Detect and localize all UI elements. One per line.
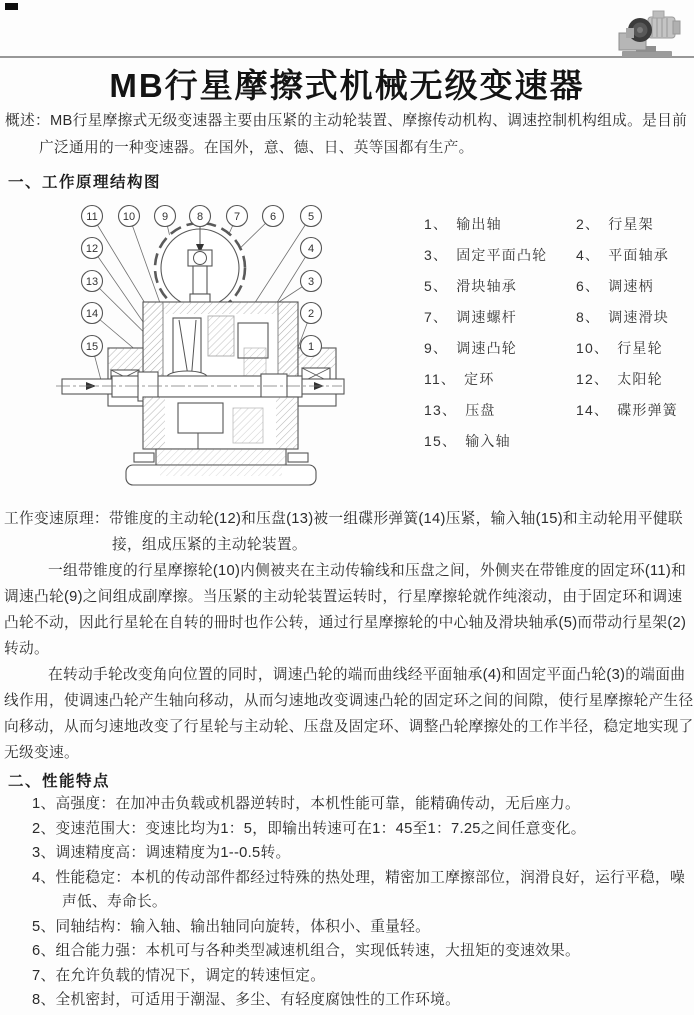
part-name: 压盘 xyxy=(465,402,496,418)
feature-item: 2、变速范围大：变速比均为1：5，即输出转速可在1：45至1：7.25之间任意变化。 xyxy=(32,820,586,837)
part-item xyxy=(576,245,694,276)
svg-text:11: 11 xyxy=(86,210,98,223)
features-list xyxy=(8,792,688,1013)
part-number: 9、 xyxy=(424,340,449,356)
svg-text:1: 1 xyxy=(307,340,315,353)
principle-paragraph-3: 在转动手轮改变角向位置的同时，调速凸轮的端而曲线经平面轴承(4)和固定平面凸轮(3)的端面曲线作用，使调速凸轮产生轴向移动，从而匀速地改变调速凸轮的固定环之间的间隙，使行星摩擦轮产生径向移动，从而匀速地改变了行星轮与主动轮、压盘及固定环、调整凸轮摩擦处的工作半径，稳定地实现了无级变速。 xyxy=(4,667,694,761)
part-name: 太阳轮 xyxy=(617,371,663,387)
part-number: 8、 xyxy=(576,309,601,325)
part-item xyxy=(424,307,576,338)
overview-label: 概述： xyxy=(5,113,50,129)
part-name: 定环 xyxy=(464,371,495,387)
svg-text:5: 5 xyxy=(307,210,315,223)
parts-list xyxy=(424,214,694,462)
part-name: 输出轴 xyxy=(456,216,502,232)
part-number: 3、 xyxy=(424,247,449,263)
feature-item: 7、在允许负载的情况下，调定的转速恒定。 xyxy=(32,967,326,984)
part-name: 输入轴 xyxy=(465,433,511,449)
principle-paragraph-2: 一组带锥度的行星摩擦轮(10)内侧被夹在主动传输线和压盘之间，外侧夹在带锥度的固定环(11)和调速凸轮(9)之间组成副摩擦。当压紧的主动轮装置运转时，行星摩擦轮就作纯滚动，由于固定环和调速凸轮不动，因此行星轮在自转的冊时也作公转，通过行星摩擦轮的中心轴及滑块轴承(5)而带动行星架(2)转动。 xyxy=(4,563,687,657)
part-item xyxy=(424,400,576,431)
callout-14 xyxy=(82,303,103,324)
part-name: 固定平面凸轮 xyxy=(456,247,548,263)
callout-4 xyxy=(301,238,322,259)
part-number: 15、 xyxy=(424,433,458,449)
callout-12 xyxy=(82,238,103,259)
part-number: 4、 xyxy=(576,247,601,263)
part-name: 滑块轴承 xyxy=(456,278,517,294)
feature-item: 5、同轴结构：输入轴、输出轴同向旋转，体积小、重量轻。 xyxy=(32,918,431,935)
part-number: 14、 xyxy=(576,402,610,418)
part-item xyxy=(576,214,694,245)
part-number: 7、 xyxy=(424,309,449,325)
part-number: 6、 xyxy=(576,278,601,294)
feature-item: 8、全机密封，可适用于潮湿、多尘、有轻度腐蚀性的工作环境。 xyxy=(32,992,461,1008)
callout-9 xyxy=(155,206,176,227)
lower-housing xyxy=(126,397,316,485)
part-number: 13、 xyxy=(424,402,458,418)
svg-text:8: 8 xyxy=(196,210,204,223)
part-name: 碟形弹簧 xyxy=(617,402,678,418)
part-name: 调速柄 xyxy=(608,278,654,294)
callout-5 xyxy=(301,206,322,227)
part-name: 行星轮 xyxy=(617,340,663,356)
callout-11 xyxy=(82,206,103,227)
feature-item: 6、组合能力强：本机可与各种类型减速机组合，实现低转速，大扭矩的变速效果。 xyxy=(32,943,581,959)
callout-3 xyxy=(301,271,322,292)
part-number: 2、 xyxy=(576,216,601,232)
page-title: MB行星摩擦式机械无级变速器 xyxy=(109,67,585,104)
callout-1 xyxy=(301,336,322,357)
overview-text: MB行星摩擦式无级变速器主要由压紧的主动轮装置、摩擦传动机构、调速控制机构组成。是目前广泛通用的一种变速器。在国外，意、德、日、英等国都有生产。 xyxy=(39,113,688,156)
part-number: 1、 xyxy=(424,216,449,232)
part-item xyxy=(424,245,576,276)
svg-text:12: 12 xyxy=(85,242,99,255)
part-item xyxy=(424,214,576,245)
svg-text:15: 15 xyxy=(85,340,99,353)
part-name: 调速凸轮 xyxy=(456,340,517,356)
product-photo-icon xyxy=(606,8,688,62)
feature-item: 1、高强度：在加冲击负载或机器逆转时，本机性能可靠，能精确传动，无后座力。 xyxy=(32,796,581,812)
structure-diagram xyxy=(48,198,348,498)
svg-text:13: 13 xyxy=(85,275,99,288)
part-name: 平面轴承 xyxy=(608,247,669,263)
svg-text:10: 10 xyxy=(122,210,136,223)
svg-text:6: 6 xyxy=(269,210,277,223)
svg-text:7: 7 xyxy=(233,210,241,223)
callout-13 xyxy=(82,271,103,292)
svg-text:14: 14 xyxy=(85,307,99,320)
principle-label: 工作变速原理： xyxy=(4,511,109,527)
callout-10 xyxy=(119,206,140,227)
part-item xyxy=(576,369,694,400)
part-item xyxy=(576,400,694,431)
part-item xyxy=(424,276,576,307)
part-number: 10、 xyxy=(576,340,610,356)
part-item xyxy=(576,276,694,307)
feature-item: 4、性能稳定：本机的传动部件都经过特殊的热处理，精密加工摩擦部位，润滑良好，运行平稳，噪声低、寿命长。 xyxy=(32,869,685,910)
svg-text:9: 9 xyxy=(161,210,169,223)
callout-6 xyxy=(263,206,284,227)
part-item xyxy=(424,338,576,369)
part-name: 调速螺杆 xyxy=(456,309,517,325)
principle-paragraph-1: 工作变速原理：带锥度的主动轮(12)和压盘(13)被一组碟形弹簧(14)压紧，输入轴(15)和主动轮用平健联接，组成压紧的主动轮装置。 xyxy=(4,511,683,553)
header-rule xyxy=(0,56,694,58)
part-item xyxy=(576,307,694,338)
part-item xyxy=(424,431,576,462)
callout-7 xyxy=(227,206,248,227)
part-name: 行星架 xyxy=(608,216,654,232)
callout-2 xyxy=(301,303,322,324)
section2-heading: 二、性能特点 xyxy=(8,773,111,790)
part-item xyxy=(424,369,576,400)
part-number: 12、 xyxy=(576,371,610,387)
section1-heading: 一、工作原理结构图 xyxy=(8,174,162,191)
callout-8 xyxy=(190,206,211,227)
overview-paragraph xyxy=(5,108,694,162)
callout-15 xyxy=(82,336,103,357)
upper-housing xyxy=(143,302,298,386)
part-number: 11、 xyxy=(424,371,457,387)
svg-text:4: 4 xyxy=(307,242,315,255)
svg-text:2: 2 xyxy=(307,307,315,320)
svg-text:3: 3 xyxy=(307,275,315,288)
part-number: 5、 xyxy=(424,278,449,294)
part-item xyxy=(576,338,694,369)
part-name: 调速滑块 xyxy=(608,309,669,325)
scan-artifact-mark xyxy=(5,3,18,10)
working-principle xyxy=(4,506,694,766)
feature-item: 3、调速精度高：调速精度为1--0.5转。 xyxy=(32,845,291,861)
